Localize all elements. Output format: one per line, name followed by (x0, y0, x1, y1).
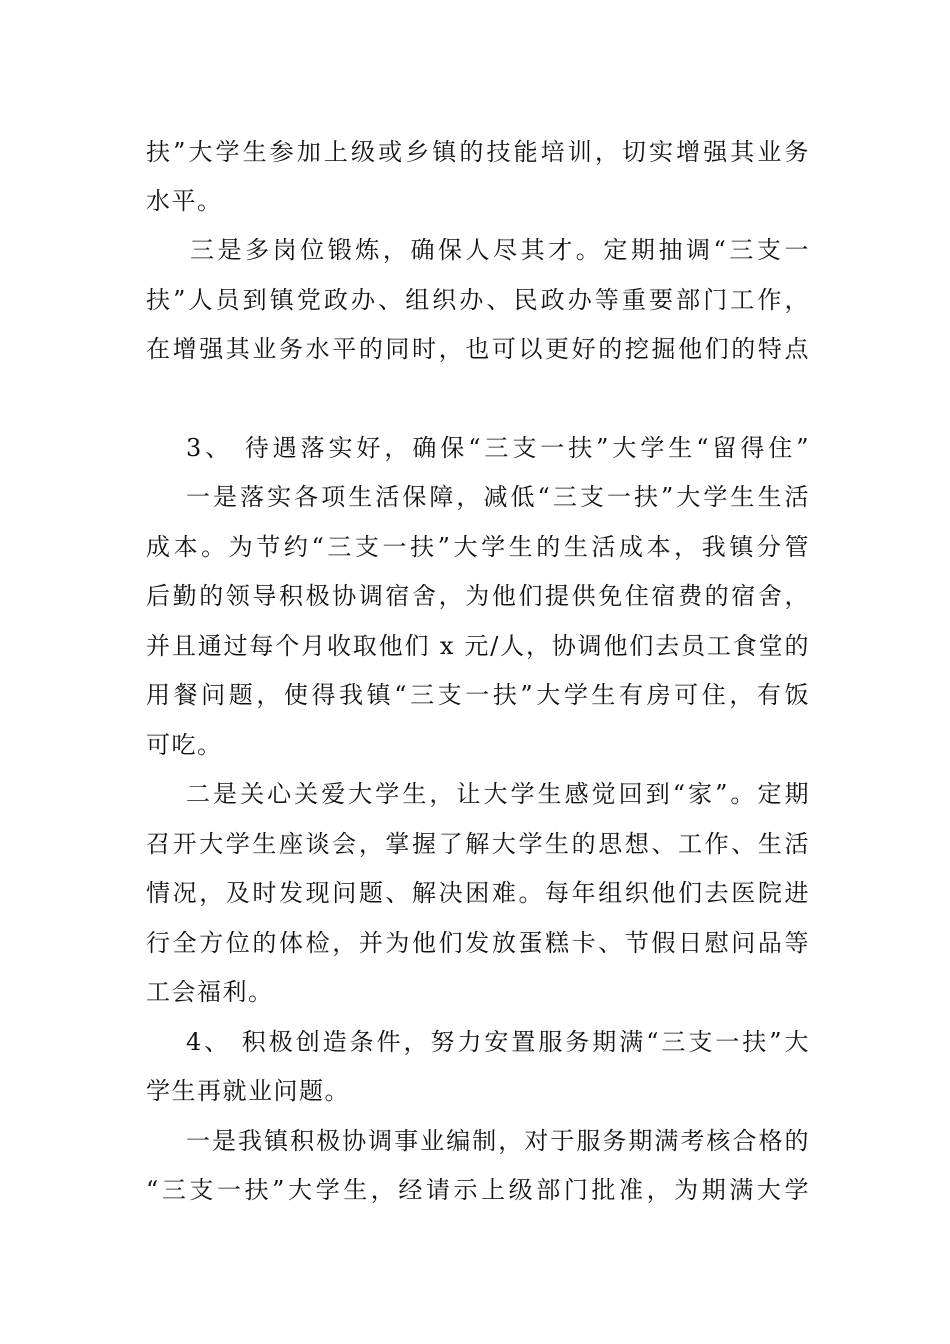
text-line: 召开大学生座谈会，掌握了解大学生的思想、工作、生活 (146, 830, 810, 858)
section-heading: 3、 待遇落实好，确保“三支一扶”大学生“留得住” (186, 434, 810, 462)
text-line: 工会福利。 (146, 978, 274, 1006)
text-line: 成本。为节约“三支一扶”大学生的生活成本，我镇分管 (146, 533, 810, 561)
text-line: 二是关心关爱大学生，让大学生感觉回到“家”。定期 (186, 780, 810, 808)
text-line: 三是多岗位锻炼，确保人尽其才。定期抽调“三支一 (190, 236, 810, 264)
text-line: 可吃。 (146, 731, 223, 759)
text-line: 水平。 (146, 187, 223, 215)
text-line: 后勤的领导积极协调宿舍，为他们提供免住宿费的宿舍， (146, 582, 810, 610)
text-line: 学生再就业问题。 (146, 1077, 350, 1105)
text-line: “三支一扶”大学生，经请示上级部门批准，为期满大学 (146, 1176, 810, 1204)
text-line: 扶”大学生参加上级或乡镇的技能培训，切实增强其业务 (146, 138, 810, 166)
text-line: 行全方位的体检，并为他们发放蛋糕卡、节假日慰问品等 (146, 929, 810, 957)
text-line: 并且通过每个月收取他们 x 元/人，协调他们去员工食堂的 (146, 632, 810, 660)
text-line: 一是落实各项生活保障，减低“三支一扶”大学生生活 (186, 483, 810, 511)
text-line: 一是我镇积极协调事业编制，对于服务期满考核合格的 (186, 1127, 810, 1155)
section-heading: 4、 积极创造条件，努力安置服务期满“三支一扶”大 (186, 1028, 810, 1056)
text-line: 情况，及时发现问题、解决困难。每年组织他们去医院进 (146, 879, 810, 907)
text-line: 在增强其业务水平的同时，也可以更好的挖掘他们的特点 (146, 335, 810, 363)
text-line: 用餐问题，使得我镇“三支一扶”大学生有房可住，有饭 (146, 681, 810, 709)
text-line: 扶”人员到镇党政办、组织办、民政办等重要部门工作， (146, 286, 810, 314)
